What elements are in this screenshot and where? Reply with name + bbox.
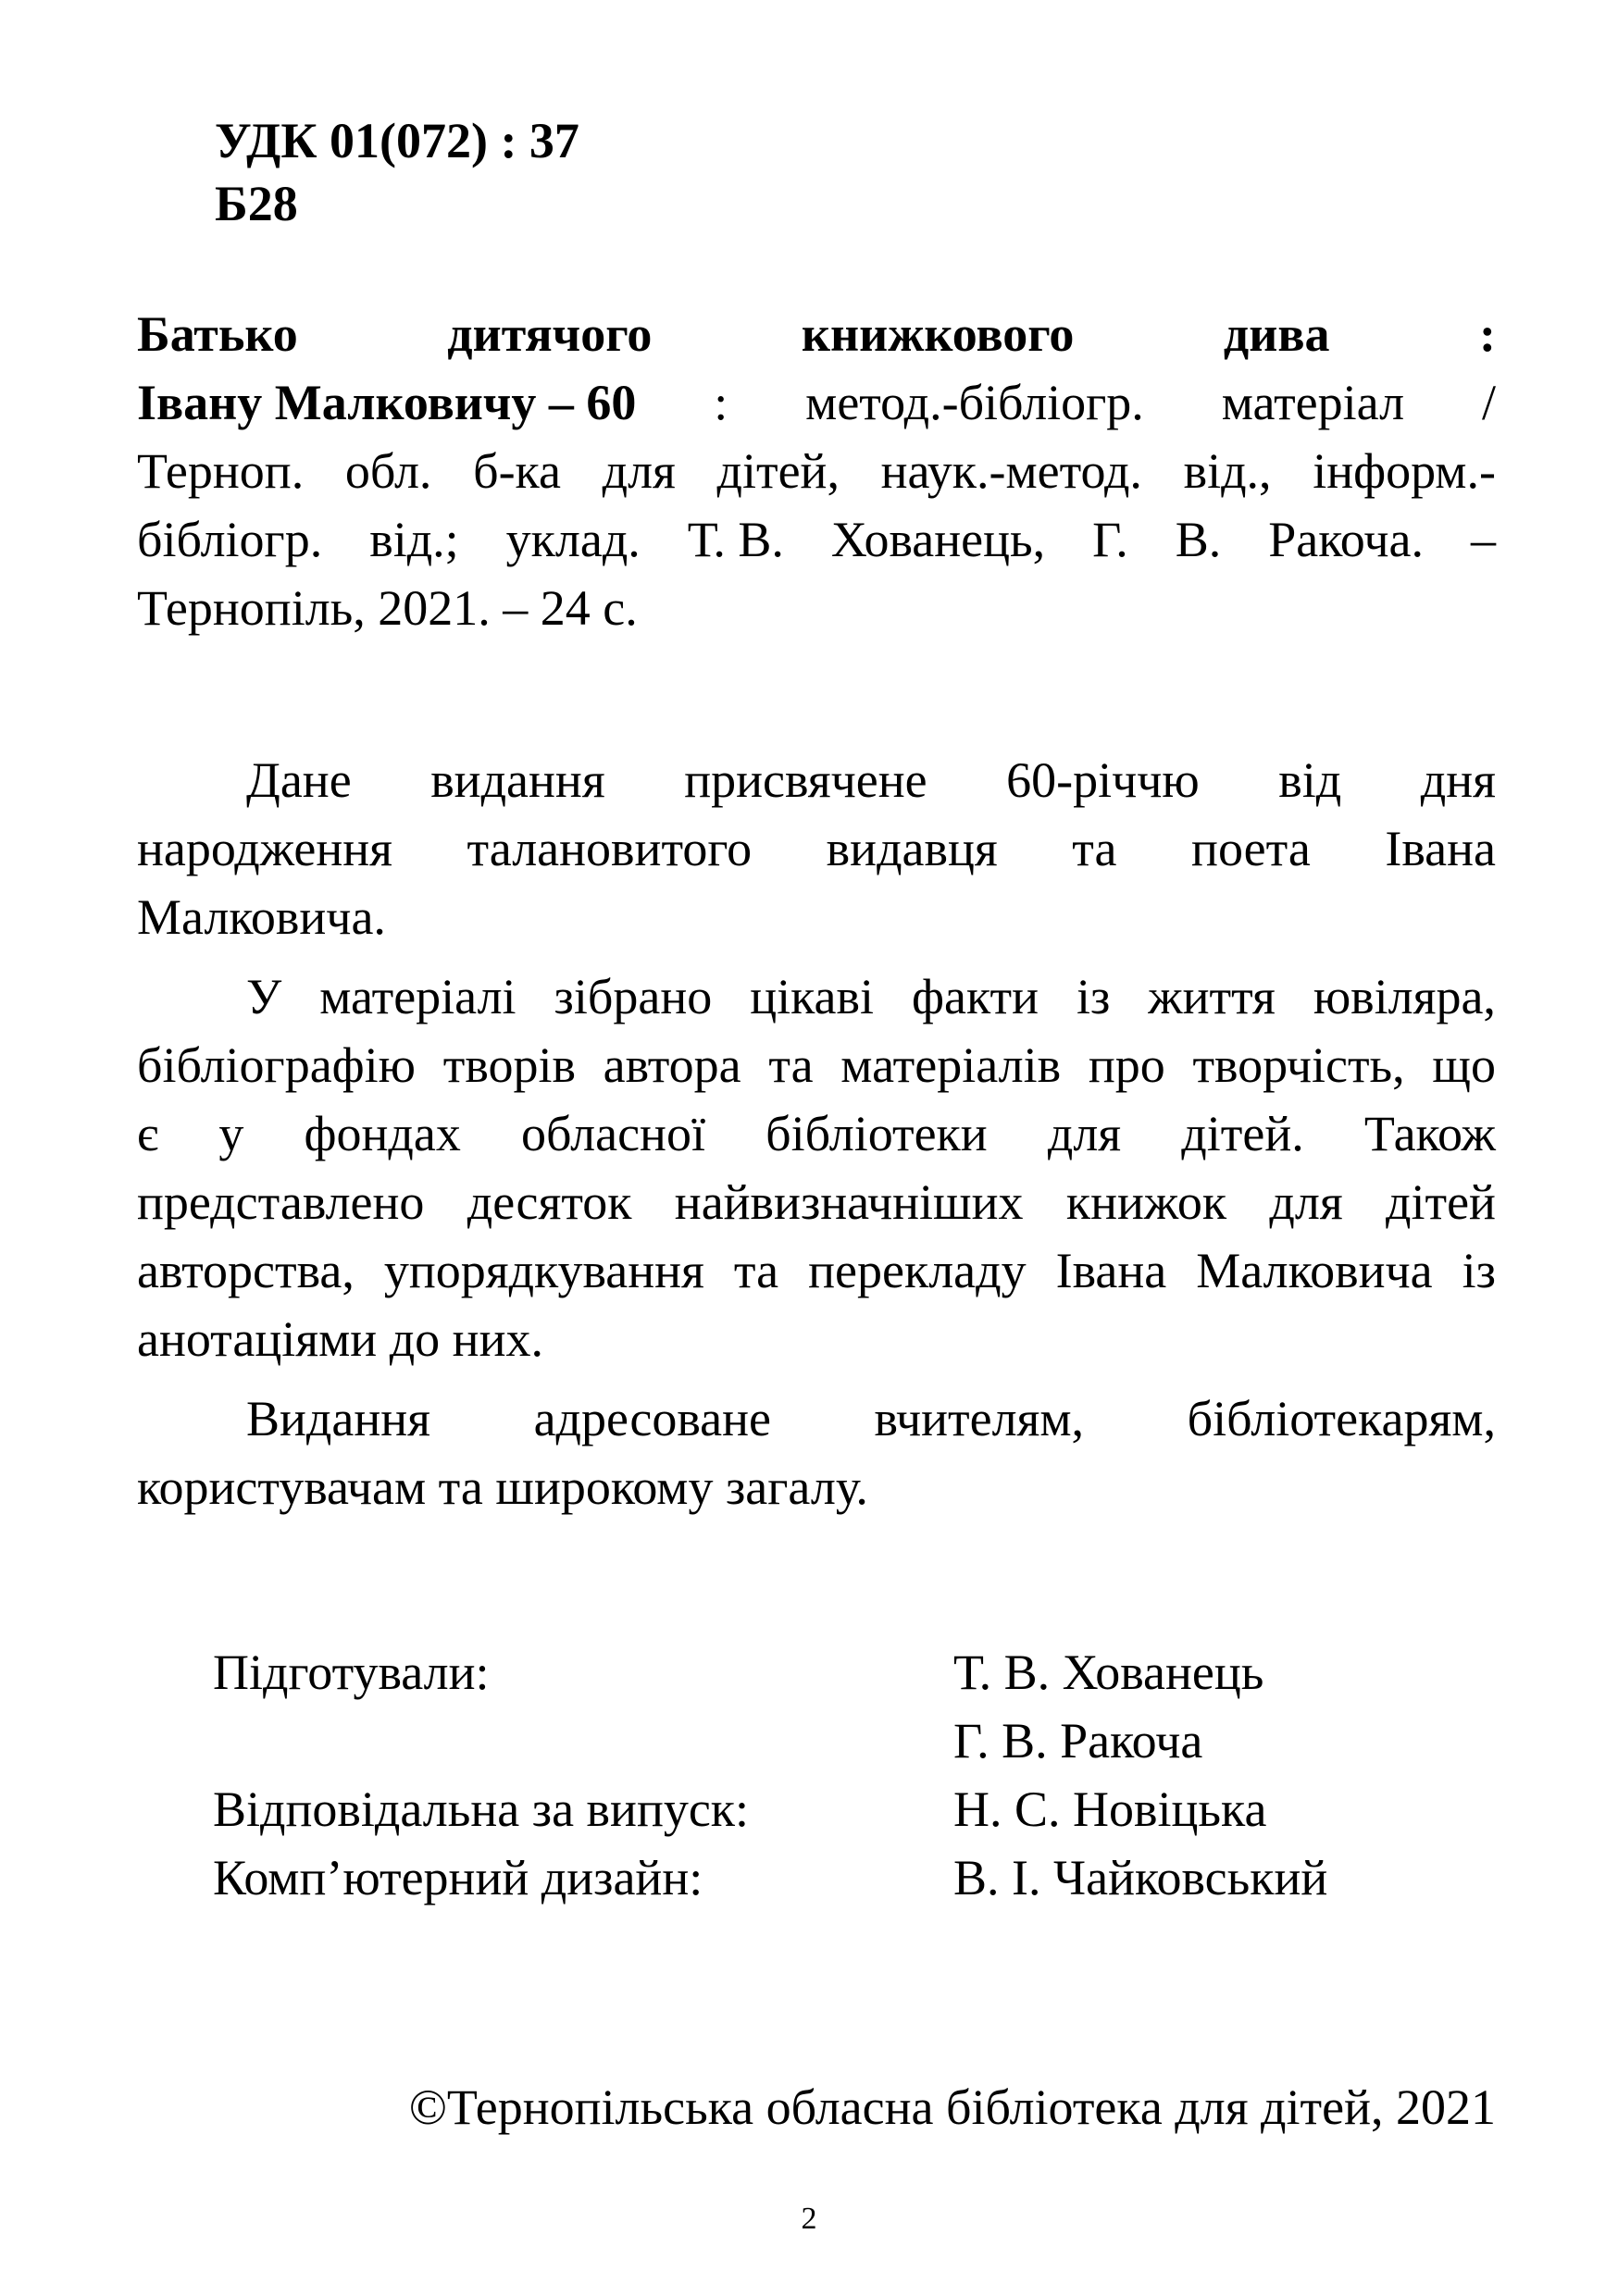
credit-value: Н. С. Новіцька	[953, 1781, 1267, 1837]
abstract-word: від	[1278, 752, 1342, 808]
page-number: 2	[801, 2202, 817, 2236]
abstract-line	[137, 883, 1496, 951]
credit-value: Т. В. Хованець	[953, 1644, 1264, 1700]
biblio-word: /	[1481, 375, 1496, 430]
abstract-line	[137, 814, 1496, 883]
abstract-word: адресоване	[533, 1391, 771, 1446]
abstract-word: вчителям,	[874, 1391, 1085, 1446]
abstract	[137, 746, 1496, 1521]
abstract-word: талановитого	[467, 821, 753, 876]
abstract-word: найвизначніших	[674, 1174, 1024, 1230]
abstract-word: бібліотекарям,	[1187, 1391, 1496, 1446]
abstract-word: представлено	[137, 1174, 425, 1230]
credit-row	[213, 1638, 1327, 1706]
abstract-word: Також	[1363, 1106, 1496, 1161]
abstract-line	[137, 1384, 1496, 1453]
biblio-word: Хованець,	[830, 512, 1046, 567]
abstract-word: дня	[1420, 752, 1496, 808]
abstract-word: та	[1072, 821, 1117, 876]
biblio-word: інформ.-	[1313, 443, 1496, 499]
biblio-word: для	[602, 443, 676, 499]
author-mark: Б28	[215, 176, 298, 231]
abstract-word: ювіляра,	[1313, 969, 1496, 1024]
abstract-line	[137, 1305, 1496, 1373]
abstract-word: життя	[1148, 969, 1276, 1024]
biblio-word: В.	[1175, 512, 1222, 567]
abstract-word: дітей	[1386, 1174, 1496, 1230]
biblio-word: :	[1479, 306, 1496, 362]
udk-code: УДК 01(072) : 37	[215, 113, 579, 168]
biblio-word: від.,	[1183, 443, 1272, 499]
abstract-word: 60-річчю	[1006, 752, 1200, 808]
abstract-word: присвячене	[684, 752, 927, 808]
biblio-word: дива	[1223, 306, 1330, 362]
classification-header	[215, 109, 579, 235]
abstract-line	[137, 1099, 1496, 1168]
bibliographic-record	[137, 300, 1496, 642]
abstract-word: книжок	[1065, 1174, 1227, 1230]
biblio-word: :	[714, 375, 728, 430]
credit-label: Комп’ютерний дизайн:	[213, 1850, 703, 1905]
abstract-word: користувачам та широкому загалу.	[137, 1459, 868, 1515]
abstract-word: упорядкування	[383, 1243, 704, 1298]
credit-value: Г. В. Ракоча	[953, 1713, 1203, 1769]
biblio-word: Ракоча.	[1268, 512, 1424, 567]
abstract-line	[137, 1236, 1496, 1305]
abstract-word: анотаціями до них.	[137, 1311, 543, 1367]
biblio-line	[137, 300, 1496, 368]
biblio-line	[137, 505, 1496, 574]
abstract-word: дітей.	[1181, 1106, 1304, 1161]
biblio-title-part: Івану Малковичу – 60	[137, 375, 637, 430]
abstract-word: для	[1269, 1174, 1343, 1230]
biblio-line	[137, 574, 1496, 642]
biblio-word: дітей,	[716, 443, 840, 499]
abstract-word: фондах	[304, 1106, 461, 1161]
credit-label	[213, 1706, 953, 1775]
abstract-word: авторства,	[137, 1243, 355, 1298]
biblio-word: Г.	[1092, 512, 1128, 567]
biblio-word: Тернопіль, 2021. – 24 с.	[137, 580, 638, 636]
biblio-word: метод.-бібліогр.	[805, 375, 1144, 430]
credit-row	[213, 1775, 1327, 1843]
abstract-word: що	[1432, 1037, 1496, 1093]
abstract-word: десяток	[467, 1174, 632, 1230]
biblio-word: Т. В.	[687, 512, 784, 567]
biblio-word: Терноп.	[137, 443, 305, 499]
abstract-word: народження	[137, 821, 392, 876]
abstract-line	[137, 962, 1496, 1031]
abstract-word: та	[733, 1243, 779, 1298]
biblio-word: наук.-метод.	[880, 443, 1142, 499]
biblio-word: від.;	[369, 512, 459, 567]
abstract-word: творчість,	[1192, 1037, 1405, 1093]
biblio-word: Батько	[137, 306, 298, 362]
copyright-notice: ©Тернопільська обласна бібліотека для дітей, 2021	[408, 2079, 1496, 2135]
abstract-word: бібліографію	[137, 1037, 417, 1093]
abstract-word: У	[246, 969, 282, 1024]
biblio-word: уклад.	[505, 512, 641, 567]
abstract-word: Малковича.	[137, 889, 386, 945]
abstract-word: Малковича	[1196, 1243, 1433, 1298]
abstract-word: є	[137, 1106, 159, 1161]
abstract-word: автора	[603, 1037, 741, 1093]
credit-label: Відповідальна за випуск:	[213, 1781, 750, 1837]
biblio-line	[137, 368, 1496, 437]
abstract-word: обласної	[521, 1106, 705, 1161]
abstract-word: для	[1047, 1106, 1122, 1161]
biblio-word: книжкового	[801, 306, 1075, 362]
abstract-line	[137, 746, 1496, 814]
abstract-line	[137, 1031, 1496, 1099]
abstract-word: Видання	[246, 1391, 430, 1446]
abstract-word: видання	[430, 752, 605, 808]
credit-value: В. І. Чайковський	[953, 1850, 1328, 1905]
abstract-word: із	[1462, 1243, 1496, 1298]
credit-label: Підготували:	[213, 1644, 490, 1700]
abstract-word: Дане	[246, 752, 352, 808]
abstract-line	[137, 1168, 1496, 1236]
abstract-word: творів	[442, 1037, 576, 1093]
biblio-word: бібліогр.	[137, 512, 323, 567]
credits	[213, 1638, 1327, 1912]
abstract-word: про	[1088, 1037, 1165, 1093]
biblio-word: дитячого	[447, 306, 653, 362]
abstract-word: цікаві	[750, 969, 875, 1024]
abstract-word: та	[768, 1037, 814, 1093]
credit-row	[213, 1843, 1327, 1912]
abstract-word: із	[1076, 969, 1111, 1024]
abstract-word: Івана	[1385, 821, 1496, 876]
abstract-word: перекладу	[808, 1243, 1027, 1298]
abstract-word: матеріалі	[319, 969, 517, 1024]
abstract-word: факти	[912, 969, 1039, 1024]
biblio-word: обл.	[344, 443, 432, 499]
biblio-line	[137, 437, 1496, 505]
abstract-word: видавця	[826, 821, 998, 876]
abstract-word: бібліотеки	[765, 1106, 988, 1161]
abstract-word: зібрано	[554, 969, 713, 1024]
abstract-word: матеріалів	[840, 1037, 1062, 1093]
credit-row	[213, 1706, 1327, 1775]
abstract-word: у	[218, 1106, 244, 1161]
abstract-word: поета	[1191, 821, 1311, 876]
abstract-line	[137, 1453, 1496, 1521]
biblio-word: б-ка	[473, 443, 561, 499]
abstract-word: Івана	[1055, 1243, 1167, 1298]
biblio-word: –	[1470, 512, 1496, 567]
biblio-word: матеріал	[1221, 375, 1405, 430]
